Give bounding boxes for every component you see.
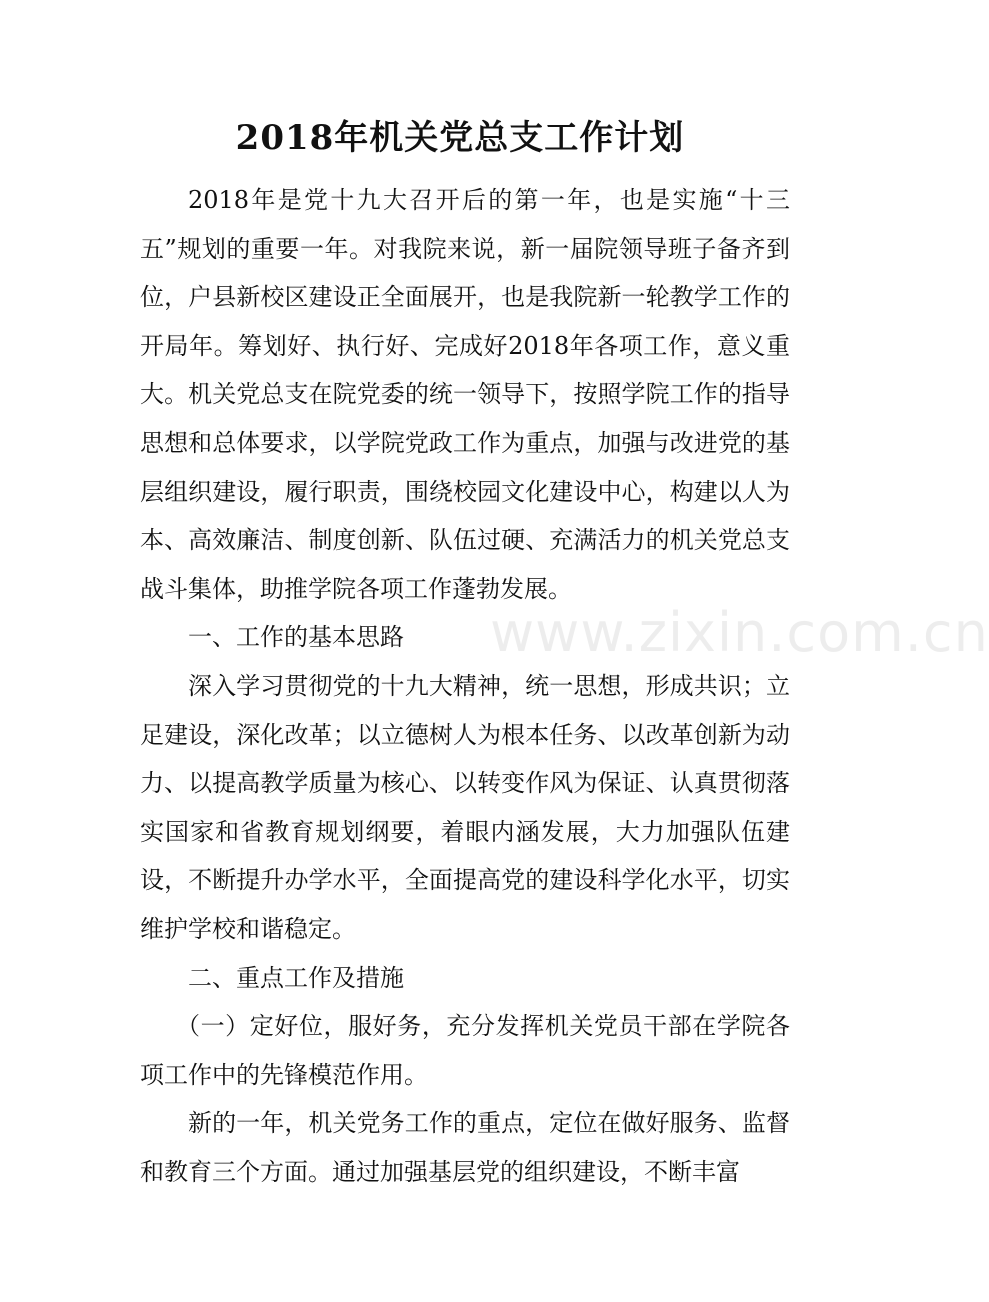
- subsection1-heading: （一）定好位，服好务，充分发挥机关党员干部在学院各项工作中的先锋模范作用。: [140, 1012, 790, 1089]
- section1-paragraph: 深入学习贯彻党的十九大精神，统一思想，形成共识；立足建设，深化改革；以立德树人为根本任务、以改革创新为动力、以提高教学质量为核心、以转变作风为保证、认真贯彻落实国家和省教育规划纲要，着眼内涵发展，大力加强队伍建设，不断提升办学水平，全面提高党的建设科学化水平，切实维护学校和谐稳定。: [140, 671, 790, 943]
- document-body: [140, 176, 790, 1196]
- intro-paragraph: 2018年是党十九大召开后的第一年，也是实施“十三五”规划的重要一年。对我院来说，新一届院领导班子备齐到位，户县新校区建设正全面展开，也是我院新一轮教学工作的开局年。筹划好、执行好、完成好2018年各项工作，意义重大。机关党总支在院党委的统一领导下，按照学院工作的指导思想和总体要求，以学院党政工作为重点，加强与改进党的基层组织建设，履行职责，围绕校园文化建设中心，构建以人为本、高效廉洁、制度创新、队伍过硬、充满活力的机关党总支战斗集体，助推学院各项工作蓬勃发展。: [140, 186, 790, 603]
- document-title: 2018年机关党总支工作计划: [235, 118, 685, 158]
- section-heading-key-work: 二、重点工作及措施: [188, 963, 404, 992]
- subsection1-paragraph: 新的一年，机关党务工作的重点，定位在做好服务、监督和教育三个方面。通过加强基层党的组织建设，不断丰富: [140, 1109, 790, 1186]
- section-heading-basic-approach: 一、工作的基本思路: [188, 623, 404, 652]
- watermark: www.zixin.com.cn: [490, 601, 989, 664]
